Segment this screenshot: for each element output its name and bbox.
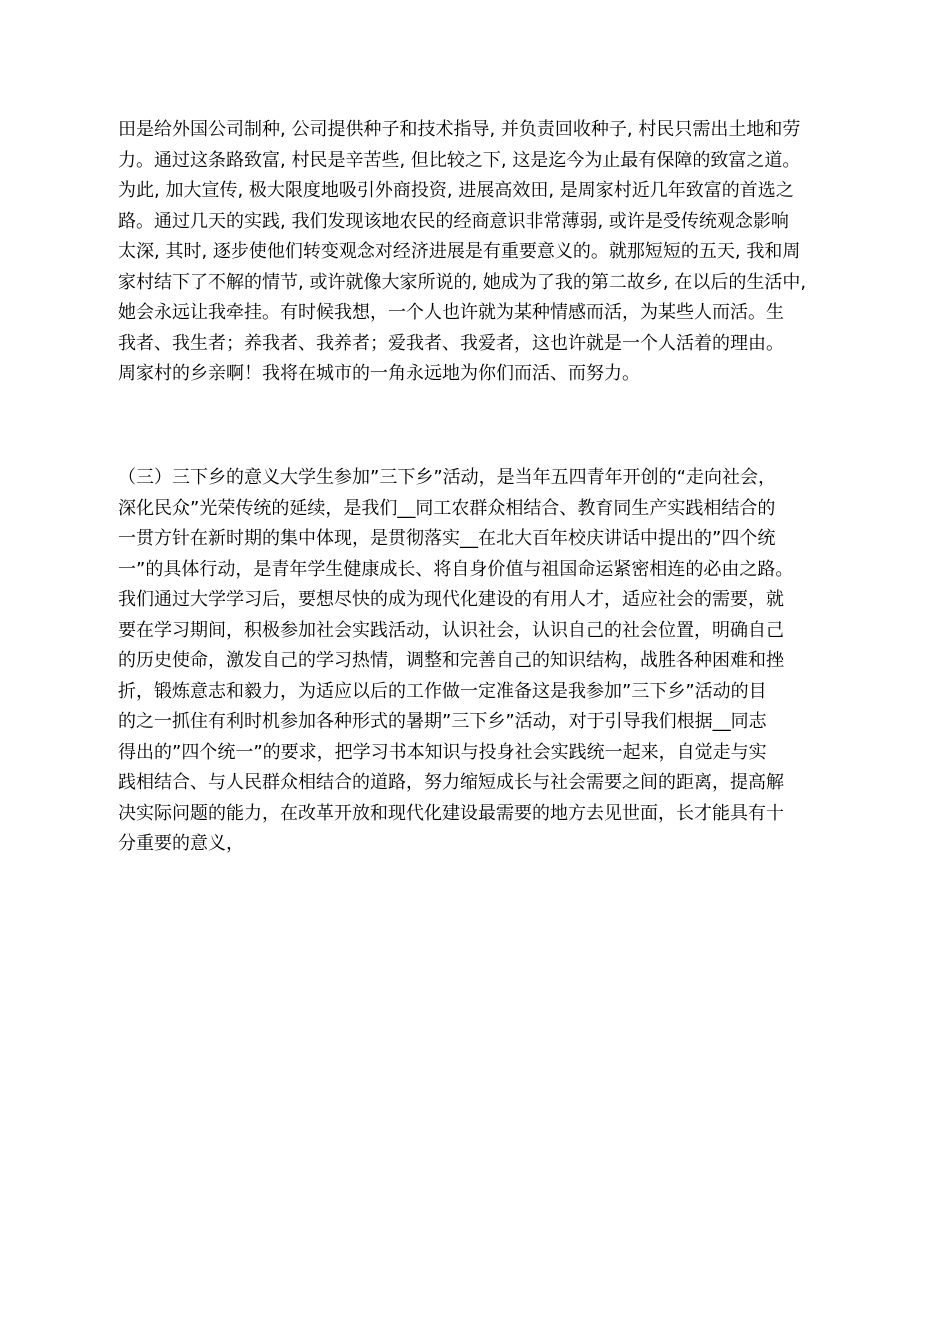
paragraph-zhoujia-village [118,115,853,390]
text-line: 一贯方针在新时期的集中体现，是贯彻落实__在北大百年校庆讲话中提出的”四个统 [118,528,776,549]
text-line: 践相结合、与人民群众相结合的道路，努力缩短成长与社会需要之间的距离，提高解 [118,772,784,793]
text-line: 田是给外国公司制种, 公司提供种子和技术指导, 并负责回收种子, 村民只需出土地和劳 [118,119,801,140]
text-line: 深化民众”光荣传统的延续，是我们__同工农群众相结合、教育同生产实践相结合的 [118,497,776,519]
text-line: （三）三下乡的意义大学生参加”三下乡”活动，是当年五四青年开创的“走向社会， [118,467,776,488]
text-line: 为此, 加大宣传, 极大限度地吸引外商投资, 进展高效田, 是周家村近几年致富的首选之 [118,180,794,201]
text-line: 的历史使命，激发自己的学习热情，调整和完善自己的知识结构，战胜各种困难和挫 [118,650,784,671]
text-line: 的之一抓住有利时机参加各种形式的暑期”三下乡”活动，对于引导我们根据__同志 [118,711,767,732]
text-line: 太深, 其时, 逐步使他们转变观念对经济进展是有重要意义的。就那短短的五天, 我和周 [118,241,801,262]
text-line: 她会永远让我牵挂。有时候我想，一个人也许就为某种情感而活，为某些人而活。生 [118,302,784,323]
text-line: 要在学习期间，积极参加社会实践活动，认识社会，认识自己的社会位置，明确自己 [118,619,784,641]
text-line: 决实际问题的能力，在改革开放和现代化建设最需要的地方去见世面，长才能具有十 [118,802,784,824]
text-line: 折，锻炼意志和毅力，为适应以后的工作做一定准备这是我参加”三下乡”活动的目 [118,680,767,702]
text-line: 力。通过这条路致富, 村民是辛苦些, 但比较之下, 这是迄今为止最有保障的致富之道。 [118,149,801,171]
text-line: 我者、我生者；养我者、我养者；爱我者、我爱者，这也许就是一个人活着的理由。 [118,332,784,354]
text-line: 得出的”四个统一”的要求，把学习书本知识与投身社会实践统一起来，自觉走与实 [118,741,767,763]
text-line: 路。通过几天的实践, 我们发现该地农民的经商意识非常薄弱, 或许是受传统观念影响 [118,210,789,232]
text-line: 一”的具体行动，是青年学生健康成长、将自身价值与祖国命运紧密相连的必由之路。 [118,558,794,580]
paragraph-significance [118,463,853,860]
text-line: 我们通过大学学习后，要想尽快的成为现代化建设的有用人才，适应社会的需要，就 [118,589,784,610]
text-line: 家村结下了不解的情节, 或许就像大家所说的, 她成为了我的第二故乡, 在以后的生活中, [118,271,807,293]
text-line: 分重要的意义， [118,833,244,854]
text-line: 周家村的乡亲啊！我将在城市的一角永远地为你们而活、而努力。 [118,363,640,384]
